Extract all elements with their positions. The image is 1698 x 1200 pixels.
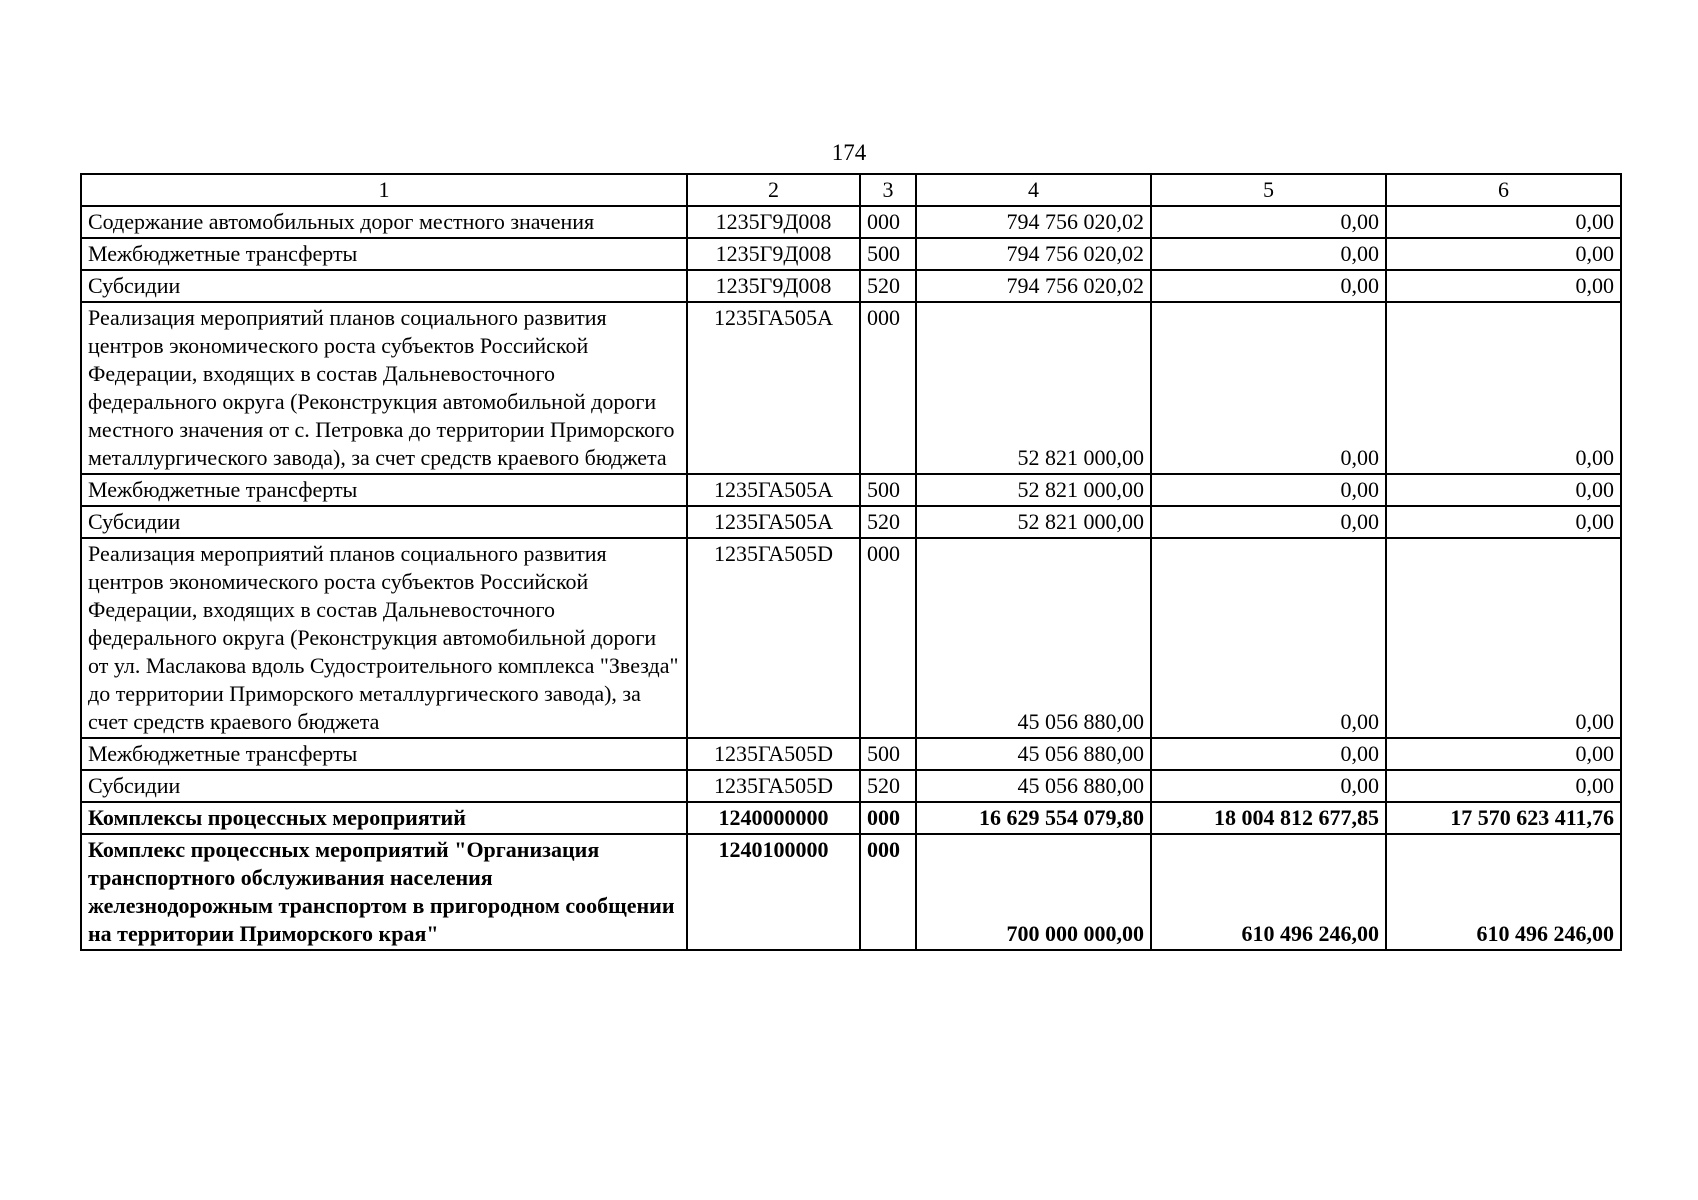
table-row [81,834,1621,950]
row-value-col4: 16 629 554 079,80 [916,802,1151,834]
table-row [81,506,1621,538]
table-row [81,738,1621,770]
row-name-cell: Реализация мероприятий планов социального развития центров экономического роста субъектов Российской Федерации, входящих в состав Дальневосточного федерального округа (Реконструкция автомобильной дороги местного значения от с. Петровка до территории Приморского металлургического завода), за счет средств краевого бюджета [81,302,687,474]
budget-table [80,173,1622,951]
row-code-cell: 1235ГА505А [687,474,860,506]
row-value-col5: 0,00 [1151,302,1386,474]
row-name-cell: Субсидии [81,770,687,802]
row-code-cell: 1235ГА505А [687,506,860,538]
row-type-cell: 520 [860,506,916,538]
row-value-col5: 610 496 246,00 [1151,834,1386,950]
row-code-cell: 1235ГА505D [687,738,860,770]
row-value-col6: 0,00 [1386,770,1621,802]
row-type-cell: 000 [860,206,916,238]
header-cell-6: 6 [1386,174,1621,206]
row-value-col4: 794 756 020,02 [916,206,1151,238]
row-name-cell: Реализация мероприятий планов социального развития центров экономического роста субъектов Российской Федерации, входящих в состав Дальневосточного федерального округа (Реконструкция автомобильной дороги от ул. Маслакова вдоль Судостроительного комплекса "Звезда" до территории Приморского металлургического завода), за счет средств краевого бюджета [81,538,687,738]
row-code-cell: 1240000000 [687,802,860,834]
table-row [81,474,1621,506]
row-name-cell: Содержание автомобильных дорог местного значения [81,206,687,238]
header-cell-2: 2 [687,174,860,206]
row-value-col6: 0,00 [1386,538,1621,738]
row-value-col6: 17 570 623 411,76 [1386,802,1621,834]
row-value-col4: 700 000 000,00 [916,834,1151,950]
row-type-cell: 000 [860,802,916,834]
row-value-col4: 52 821 000,00 [916,302,1151,474]
budget-table-body [81,174,1621,950]
row-value-col4: 52 821 000,00 [916,474,1151,506]
row-value-col5: 0,00 [1151,770,1386,802]
row-type-cell: 520 [860,270,916,302]
header-row [81,174,1621,206]
row-code-cell: 1235Г9Д008 [687,206,860,238]
table-row [81,238,1621,270]
header-cell-1: 1 [81,174,687,206]
row-value-col6: 610 496 246,00 [1386,834,1621,950]
row-value-col6: 0,00 [1386,506,1621,538]
row-type-cell: 500 [860,238,916,270]
row-value-col5: 0,00 [1151,538,1386,738]
row-value-col5: 0,00 [1151,206,1386,238]
row-value-col6: 0,00 [1386,238,1621,270]
row-value-col5: 0,00 [1151,506,1386,538]
row-code-cell: 1235Г9Д008 [687,270,860,302]
row-value-col5: 0,00 [1151,738,1386,770]
row-name-cell: Комплекс процессных мероприятий "Организация транспортного обслуживания населения железнодорожным транспортом в пригородном сообщении на территории Приморского края" [81,834,687,950]
row-name-cell: Межбюджетные трансферты [81,738,687,770]
row-value-col6: 0,00 [1386,302,1621,474]
row-type-cell: 000 [860,834,916,950]
row-value-col4: 794 756 020,02 [916,270,1151,302]
table-row [81,206,1621,238]
table-row [81,302,1621,474]
row-type-cell: 520 [860,770,916,802]
row-value-col6: 0,00 [1386,270,1621,302]
row-value-col6: 0,00 [1386,474,1621,506]
row-name-cell: Субсидии [81,270,687,302]
header-cell-3: 3 [860,174,916,206]
row-type-cell: 000 [860,302,916,474]
row-value-col6: 0,00 [1386,206,1621,238]
row-type-cell: 500 [860,474,916,506]
table-row [81,770,1621,802]
row-code-cell: 1235ГА505А [687,302,860,474]
row-value-col4: 45 056 880,00 [916,738,1151,770]
page-number: 174 [831,140,867,165]
row-code-cell: 1235ГА505D [687,538,860,738]
row-value-col5: 0,00 [1151,474,1386,506]
row-code-cell: 1235ГА505D [687,770,860,802]
row-value-col4: 45 056 880,00 [916,770,1151,802]
row-value-col5: 0,00 [1151,270,1386,302]
row-name-cell: Комплексы процессных мероприятий [81,802,687,834]
row-name-cell: Субсидии [81,506,687,538]
row-value-col5: 18 004 812 677,85 [1151,802,1386,834]
row-type-cell: 000 [860,538,916,738]
row-value-col5: 0,00 [1151,238,1386,270]
row-value-col4: 45 056 880,00 [916,538,1151,738]
row-name-cell: Межбюджетные трансферты [81,238,687,270]
row-value-col4: 794 756 020,02 [916,238,1151,270]
row-code-cell: 1240100000 [687,834,860,950]
row-value-col6: 0,00 [1386,738,1621,770]
table-row [81,270,1621,302]
header-cell-4: 4 [916,174,1151,206]
table-row [81,538,1621,738]
row-type-cell: 500 [860,738,916,770]
row-value-col4: 52 821 000,00 [916,506,1151,538]
row-name-cell: Межбюджетные трансферты [81,474,687,506]
header-cell-5: 5 [1151,174,1386,206]
table-row [81,802,1621,834]
row-code-cell: 1235Г9Д008 [687,238,860,270]
